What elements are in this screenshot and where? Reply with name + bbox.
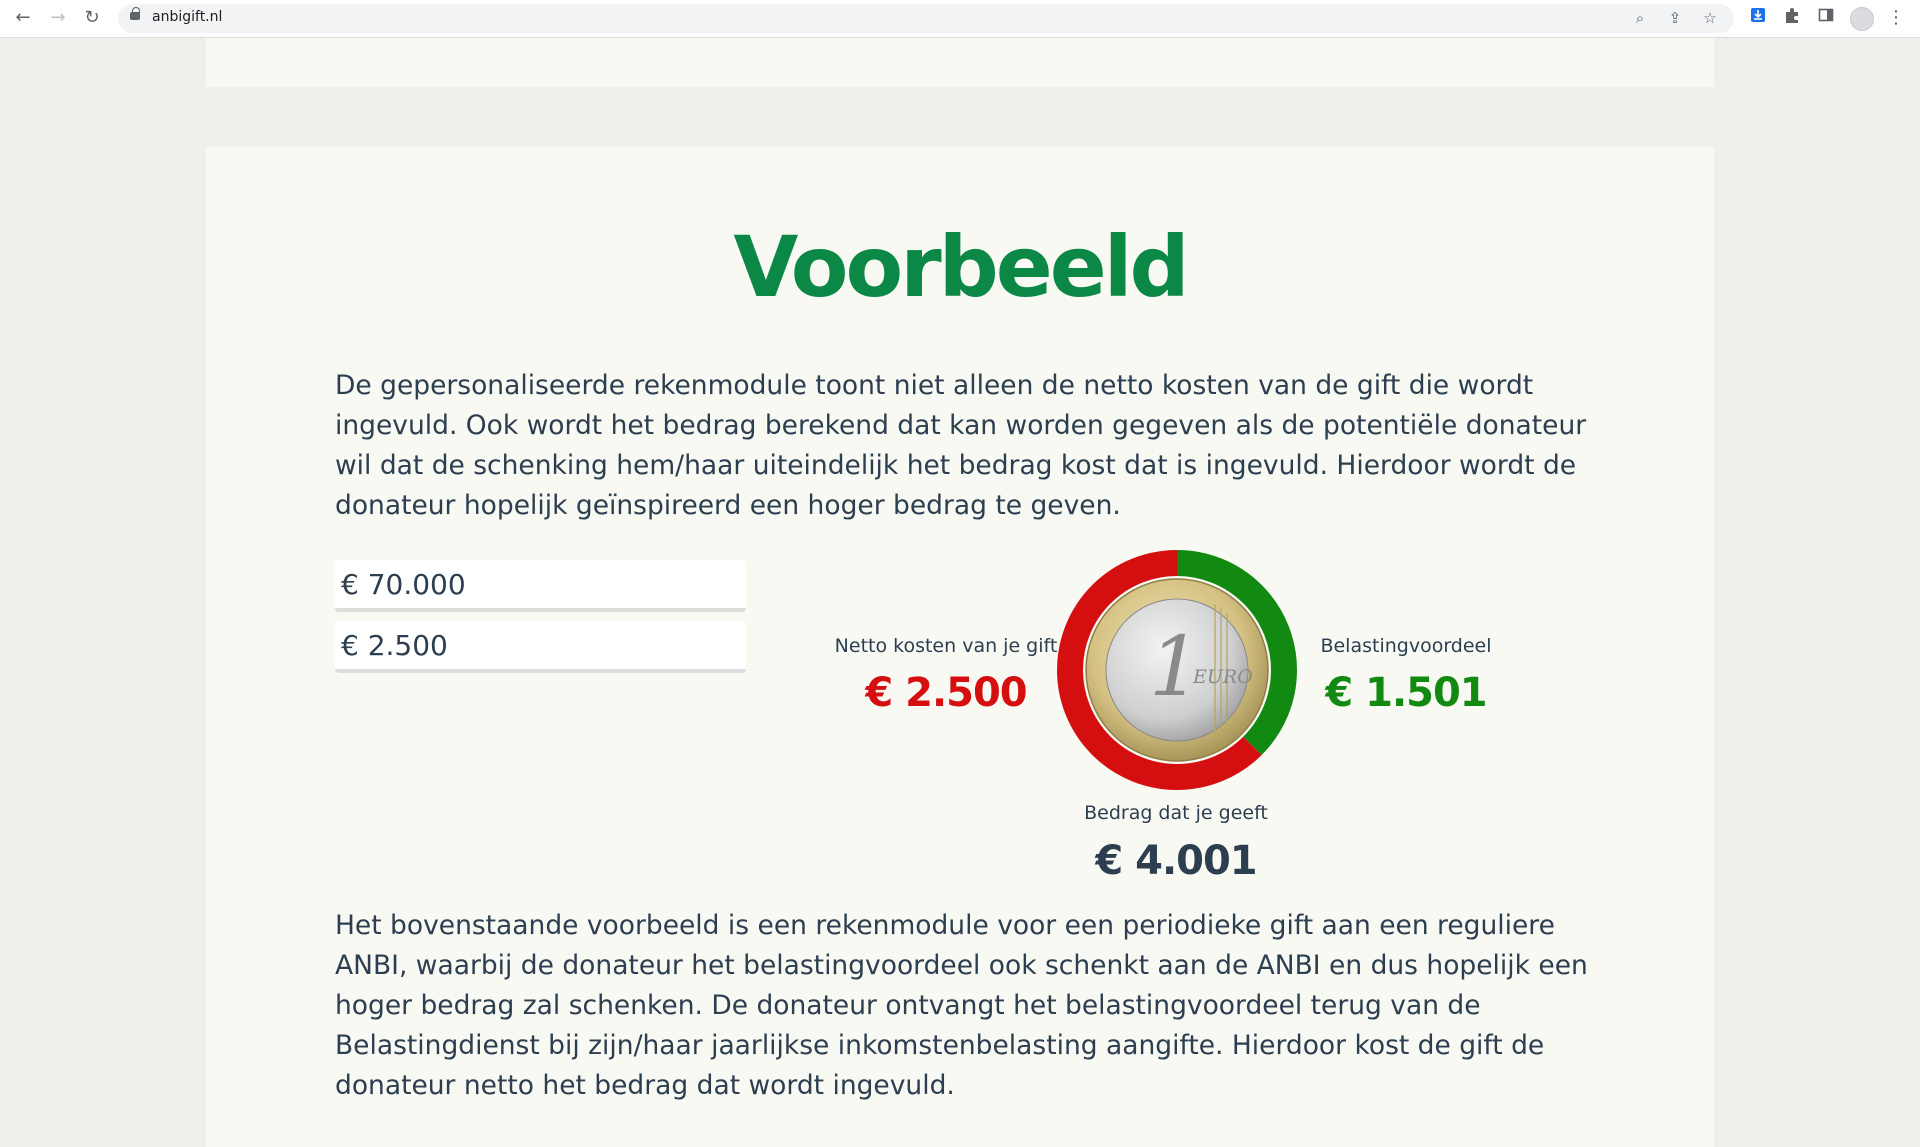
share-icon[interactable]: ⇪ bbox=[1668, 9, 1682, 27]
previous-section-panel bbox=[206, 38, 1714, 87]
lock-icon[interactable] bbox=[130, 12, 140, 20]
euro-coin-icon bbox=[1086, 579, 1268, 761]
extensions-puzzle-icon[interactable] bbox=[1780, 6, 1804, 30]
zoom-icon[interactable]: ⌕ bbox=[1635, 9, 1645, 27]
side-panel-icon[interactable] bbox=[1814, 6, 1838, 30]
forward-icon[interactable]: → bbox=[50, 7, 66, 28]
gift-donut-chart bbox=[1057, 550, 1297, 790]
gift-amount-input[interactable] bbox=[335, 621, 746, 673]
page-title: Voorbeeld bbox=[733, 218, 1187, 316]
svg-text:EURO: EURO bbox=[1193, 666, 1253, 688]
tax-benefit-value: € 1.501 bbox=[1325, 670, 1487, 716]
back-icon[interactable]: ← bbox=[15, 7, 31, 28]
amount-given-value: € 4.001 bbox=[1095, 838, 1257, 884]
tax-benefit-label: Belastingvoordeel bbox=[1320, 635, 1492, 657]
netto-costs-value: € 2.500 bbox=[865, 670, 1027, 716]
profile-avatar-icon[interactable] bbox=[1850, 7, 1874, 31]
intro-paragraph: De gepersonaliseerde rekenmodule toont niet alleen de netto kosten van de gift die wordt ingevuld. Ook wordt het bedrag berekend dat kan worden gegeven als de potentiële donateur wil dat de schenking hem/haar uiteindelijk het bedrag kost dat is ingevuld. Hierdoor wordt de donateur hopelijk geïnspireerd een hoger bedrag te geven. bbox=[335, 370, 1587, 521]
netto-costs-label: Netto kosten van je gift bbox=[834, 635, 1058, 657]
url-text[interactable]: anbigift.nl bbox=[152, 9, 223, 25]
address-bar[interactable] bbox=[118, 4, 1734, 33]
amount-given-label: Bedrag dat je geeft bbox=[1084, 802, 1268, 824]
bookmark-star-icon[interactable]: ☆ bbox=[1703, 9, 1717, 27]
svg-text:1: 1 bbox=[1149, 620, 1202, 715]
income-input[interactable] bbox=[335, 560, 746, 612]
menu-dots-icon[interactable]: ⋮ bbox=[1887, 7, 1905, 28]
outro-paragraph: Het bovenstaande voorbeeld is een rekenmodule voor een periodieke gift aan een reguliere ANBI, waarbij de donateur het belastingvoordeel ook schenkt aan de ANBI en dus hopelijk een hoger bedrag zal schenken. De donateur ontvangt het belastingvoordeel terug van de Belastingdienst bij zijn/haar jaarlijkse inkomstenbelasting aangifte. Hierdoor kost de gift de donateur netto het bedrag dat wordt ingevuld. bbox=[335, 910, 1588, 1101]
download-extension-icon[interactable] bbox=[1746, 6, 1770, 30]
browser-toolbar bbox=[0, 0, 1920, 38]
reload-icon[interactable]: ↻ bbox=[84, 7, 100, 28]
